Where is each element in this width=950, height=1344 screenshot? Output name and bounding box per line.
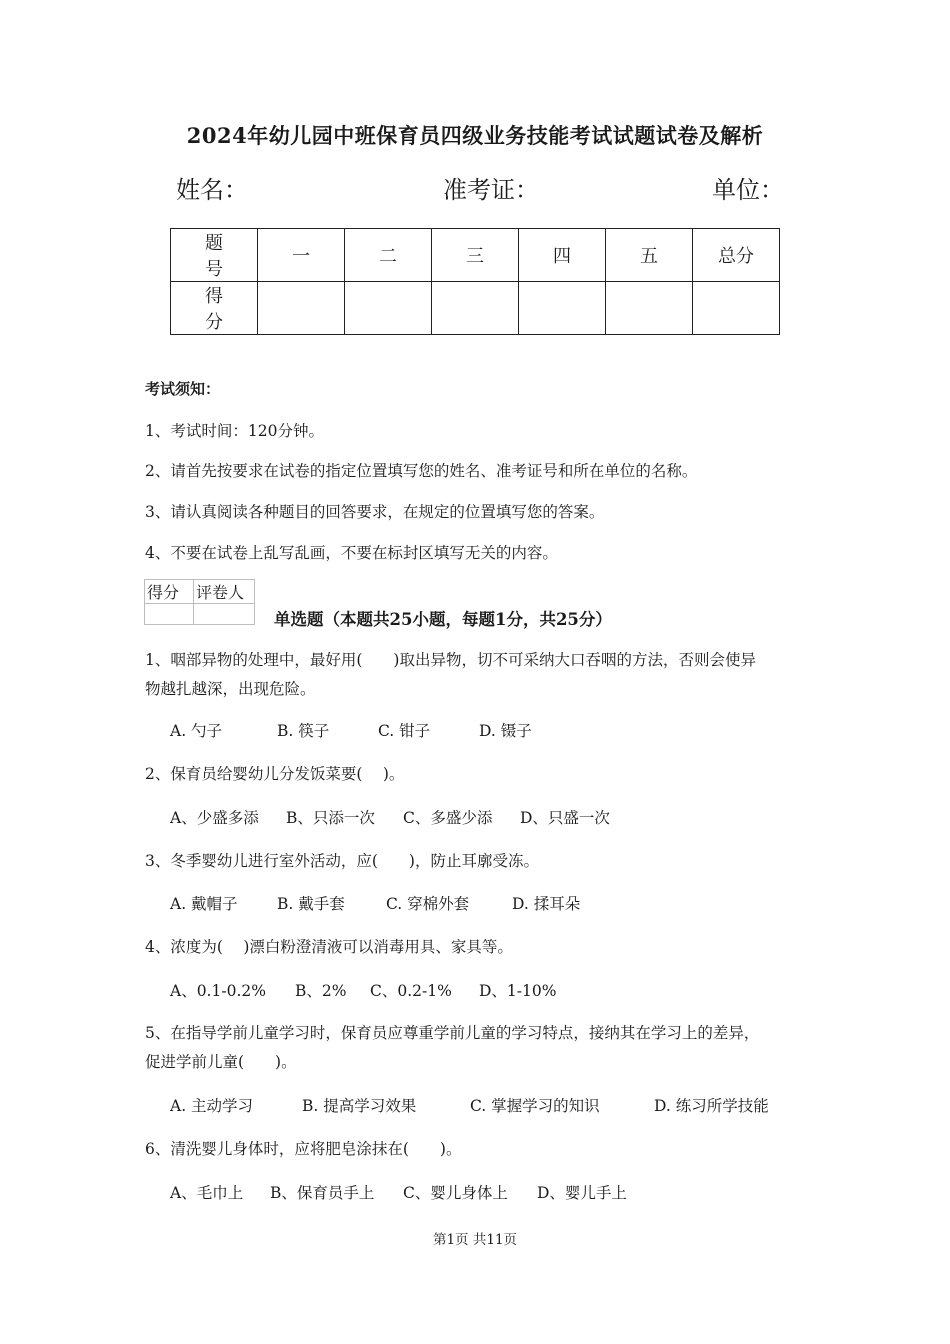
score-table-header-cell: 四 — [519, 229, 606, 282]
score-cell[interactable] — [432, 282, 519, 335]
answer-option[interactable]: D. 练习所学技能 — [654, 1097, 769, 1115]
answer-option[interactable]: A. 主动学习 — [170, 1097, 254, 1115]
section-title: 单选题（本题共25小题，每题1分，共25分） — [274, 610, 612, 629]
notice-item: 3、请认真阅读各种题目的回答要求，在规定的位置填写您的答案。 — [145, 503, 605, 521]
score-table-row-label: 得 分 — [171, 282, 258, 335]
answer-option[interactable]: D、婴儿手上 — [537, 1184, 627, 1202]
question-stem: 1、咽部异物的处理中，最好用( )取出异物，切不可采纳大口吞咽的方法，否则会使异 — [145, 651, 756, 669]
score-table-header-cell: 三 — [432, 229, 519, 282]
answer-option[interactable]: A、毛巾上 — [170, 1184, 244, 1202]
grader-score-cell[interactable] — [145, 604, 194, 625]
score-cell[interactable] — [693, 282, 780, 335]
notice-item: 4、不要在试卷上乱写乱画，不要在标封区填写无关的内容。 — [145, 544, 558, 562]
document-title: 2024年幼儿园中班保育员四级业务技能考试试题试卷及解析 — [186, 123, 764, 148]
score-cell[interactable] — [345, 282, 432, 335]
question-stem: 5、在指导学前儿童学习时，保育员应尊重学前儿童的学习特点，接纳其在学习上的差异， — [145, 1024, 760, 1042]
score-table-header-cell: 五 — [606, 229, 693, 282]
question-stem: 2、保育员给婴幼儿分发饭菜要( )。 — [145, 765, 405, 783]
notice-item: 2、请首先按要求在试卷的指定位置填写您的姓名、准考证号和所在单位的名称。 — [145, 462, 698, 480]
answer-option[interactable]: C、婴儿身体上 — [403, 1184, 508, 1202]
score-table-header-cell: 总分 — [693, 229, 780, 282]
answer-option[interactable]: A、少盛多添 — [170, 809, 259, 827]
answer-option[interactable]: D. 镊子 — [479, 722, 532, 740]
answer-option[interactable]: B、2% — [295, 982, 347, 1000]
question-stem: 3、冬季婴幼儿进行室外活动，应( )，防止耳廓受冻。 — [145, 852, 539, 870]
notice-title: 考试须知： — [145, 380, 221, 398]
score-cell[interactable] — [519, 282, 606, 335]
score-table — [170, 228, 780, 335]
answer-option[interactable]: D、只盛一次 — [520, 809, 610, 827]
score-table-header-row — [171, 229, 780, 282]
score-table-score-row — [171, 282, 780, 335]
grader-name-label: 评卷人 — [194, 580, 255, 604]
answer-option[interactable]: C. 穿棉外套 — [386, 895, 470, 913]
score-cell[interactable] — [258, 282, 345, 335]
name-field-label: 姓名： — [176, 176, 248, 204]
question-stem: 6、清洗婴儿身体时，应将肥皂涂抹在( )。 — [145, 1140, 462, 1158]
grader-box — [144, 579, 255, 625]
exam-id-field-label: 准考证： — [443, 176, 539, 204]
answer-option[interactable]: D、1-10% — [479, 982, 557, 1000]
score-table-header-label: 题 号 — [171, 229, 258, 282]
score-cell[interactable] — [606, 282, 693, 335]
answer-option[interactable]: C. 钳子 — [378, 722, 431, 740]
answer-option[interactable]: B、保育员手上 — [270, 1184, 375, 1202]
answer-option[interactable]: C、多盛少添 — [403, 809, 493, 827]
notice-item: 1、考试时间：120分钟。 — [145, 422, 324, 440]
grader-score-label: 得分 — [145, 580, 194, 604]
answer-option[interactable]: B. 提高学习效果 — [302, 1097, 417, 1115]
answer-option[interactable]: C. 掌握学习的知识 — [470, 1097, 600, 1115]
answer-option[interactable]: A. 勺子 — [170, 722, 223, 740]
answer-option[interactable]: B. 戴手套 — [277, 895, 345, 913]
grader-name-cell[interactable] — [194, 604, 255, 625]
question-stem-continued: 物越扎越深，出现危险。 — [145, 680, 316, 698]
page-footer: 第1页 共11页 — [432, 1232, 518, 1248]
answer-option[interactable]: B、只添一次 — [286, 809, 375, 827]
answer-option[interactable]: A、0.1-0.2% — [170, 982, 266, 1000]
answer-option[interactable]: A. 戴帽子 — [170, 895, 238, 913]
answer-option[interactable]: C、0.2-1% — [370, 982, 452, 1000]
answer-option[interactable]: D. 揉耳朵 — [512, 895, 581, 913]
question-stem: 4、浓度为( )漂白粉澄清液可以消毒用具、家具等。 — [145, 938, 513, 956]
unit-field-label: 单位： — [712, 176, 784, 204]
score-table-header-cell: 二 — [345, 229, 432, 282]
score-table-header-cell: 一 — [258, 229, 345, 282]
answer-option[interactable]: B. 筷子 — [277, 722, 330, 740]
question-stem-continued: 促进学前儿童( )。 — [145, 1053, 297, 1071]
